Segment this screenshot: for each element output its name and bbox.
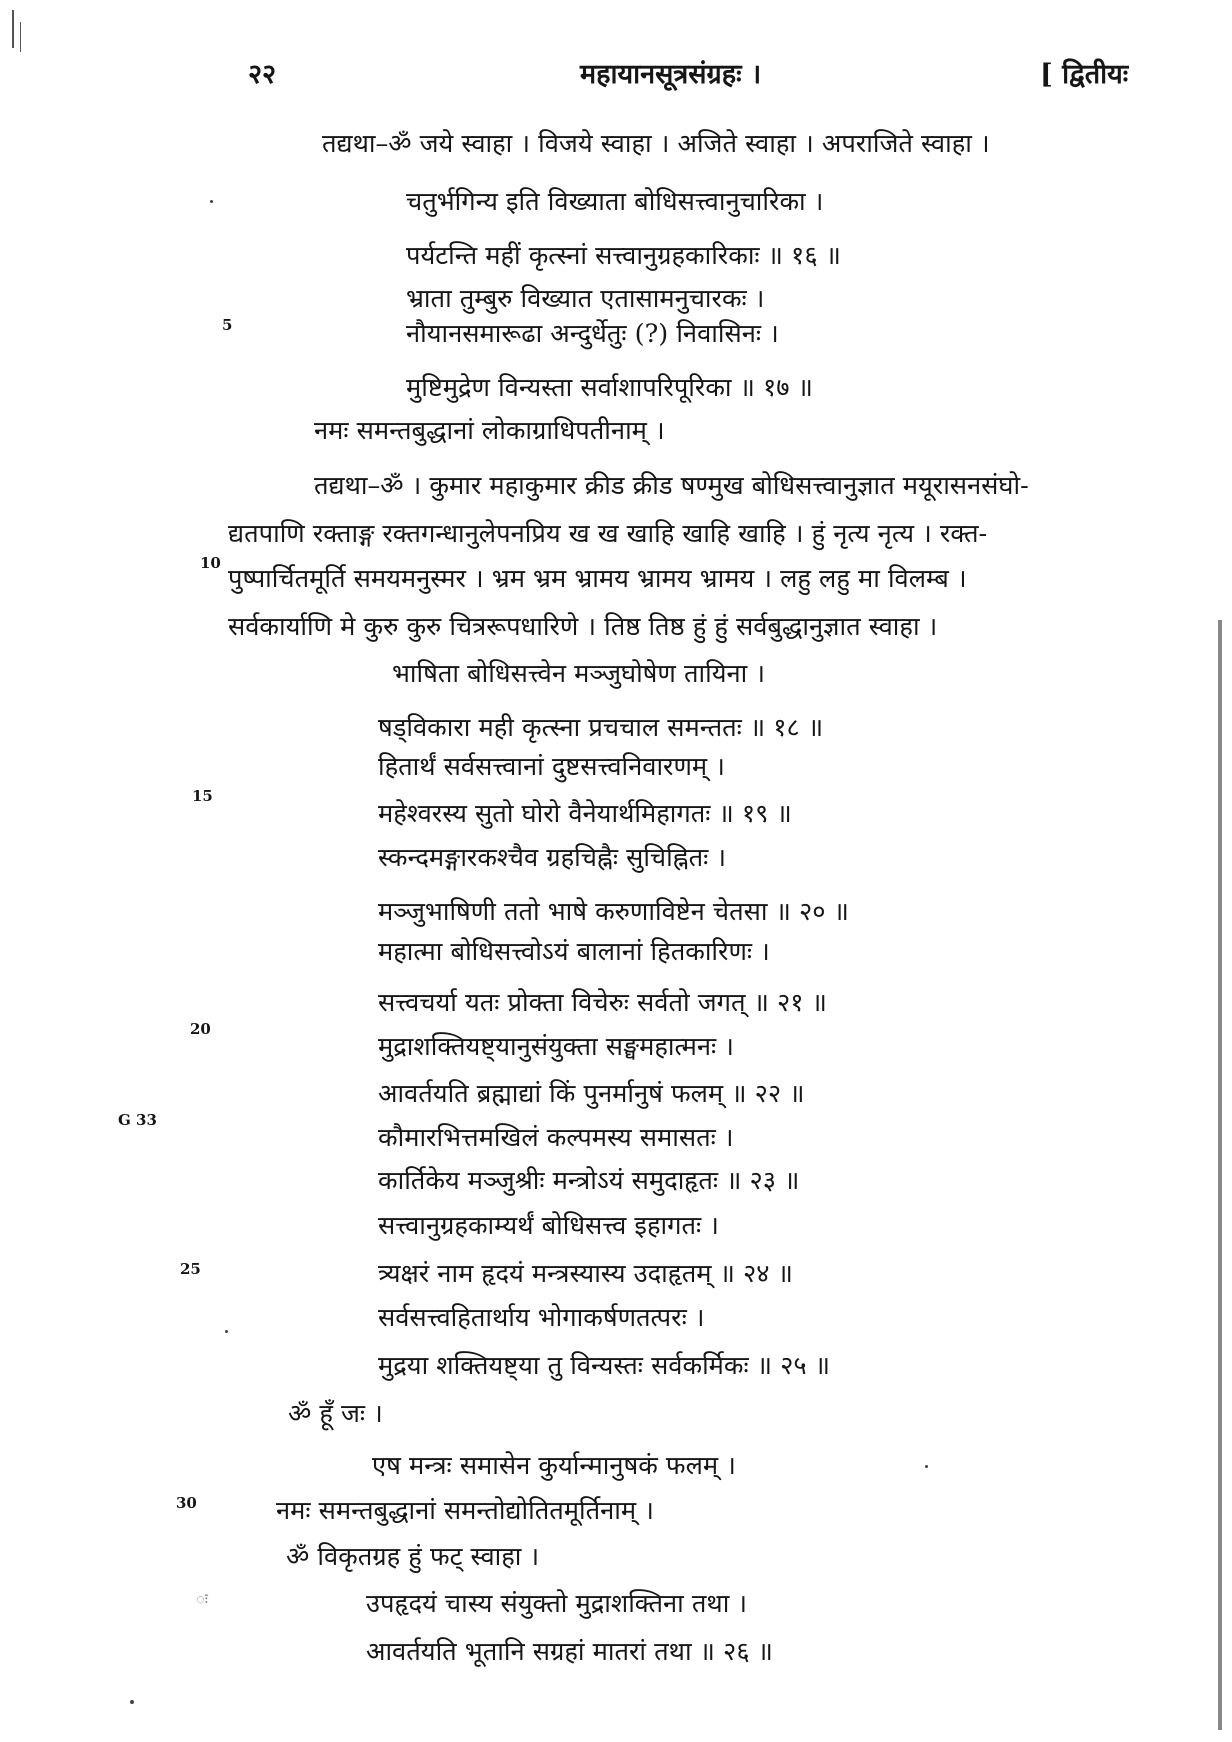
scan-speck: [210, 200, 213, 203]
verse-line: महात्मा बोधिसत्त्वोऽयं बालानां हितकारिणः ।: [378, 937, 770, 967]
line-number-25: 25: [180, 1260, 201, 1278]
line-number-10: 10: [200, 554, 221, 572]
verse-line: भ्राता तुम्बुरु विख्यात एतासामनुचारकः ।: [406, 284, 765, 314]
section-label: [ द्वितीयः: [1040, 59, 1129, 90]
verse-line: कार्तिकेय मञ्जुश्रीः मन्त्रोऽयं समुदाहृतः ॥ २३ ॥: [378, 1166, 800, 1196]
verse-line: सत्त्वचर्या यतः प्रोक्ता विचेरुः सर्वतो जगत् ॥ २१ ॥: [378, 988, 827, 1018]
scan-edge-mark: [20, 22, 21, 52]
text-line: तद्यथा–ॐ । कुमार महाकुमार क्रीड क्रीड षण्मुख बोधिसत्त्वानुज्ञात मयूरासनसंघो-: [314, 471, 1029, 501]
verse-line: मञ्जुभाषिणी ततो भाषे करुणाविष्टेन चेतसा ॥ २० ॥: [378, 897, 849, 927]
verse-line: एष मन्त्रः समासेन कुर्यान्मानुषकं फलम् ।: [372, 1451, 736, 1481]
verse-line: मुद्राशक्तियष्ट्यानुसंयुक्ता सङ्घमहात्मनः ।: [378, 1032, 734, 1062]
scan-right-edge: [1218, 620, 1222, 1730]
verse-line: भाषिता बोधिसत्त्वेन मञ्जुघोषेण तायिना ।: [392, 659, 766, 689]
verse-line: मुद्रया शक्तियष्ट्या तु विन्यस्तः सर्वकर्मिकः ॥ २५ ॥: [378, 1351, 831, 1381]
text-line: द्यतपाणि रक्ताङ्ग रक्तगन्धानुलेपनप्रिय ख ख खाहि खाहि खाहि । हुं नृत्य नृत्य । रक्त-: [228, 519, 988, 549]
verse-line: मुष्टिमुद्रेण विन्यस्ता सर्वाशापरिपूरिका ॥ १७ ॥: [406, 373, 813, 403]
text-line: पुष्पार्चितमूर्ति समयमनुस्मर । भ्रम भ्रम भ्रामय भ्रामय भ्रामय । लहु लहु मा विलम्ब ।: [228, 564, 967, 594]
page-number: २२: [248, 59, 277, 90]
running-title: महायानसूत्रसंग्रहः ।: [580, 59, 762, 90]
verse-line: नौयानसमारूढा अन्दुर्धेतुः (?) निवासिनः ।: [406, 319, 779, 349]
scan-speck: [130, 1700, 134, 1704]
verse-line: आवर्तयति भूतानि सग्रहां मातरां तथा ॥ २६ ॥: [366, 1637, 773, 1667]
verse-line: सत्त्वानुग्रहकाम्यर्थं बोधिसत्त्व इहागतः ।: [378, 1211, 719, 1241]
verse-line: पर्यटन्ति महीं कृत्स्नां सत्त्वानुग्रहकारिकाः ॥ १६ ॥: [406, 241, 841, 271]
verse-line: कौमारभित्तमखिलं कल्पमस्य समासतः ।: [378, 1123, 734, 1153]
verse-line: षड्विकारा मही कृत्स्ना प्रचचाल समन्ततः ॥ १८ ॥: [378, 713, 824, 743]
mantra-line: ॐ हूँ जः ।: [288, 1399, 383, 1429]
text-line: नमः समन्तबुद्धानां लोकाग्राधिपतीनाम् ।: [314, 416, 665, 446]
text-line: सर्वकार्याणि मे कुरु कुरु चित्ररूपधारिणे । तिष्ठ तिष्ठ हुं हुं सर्वबुद्धानुज्ञात स्वाहा ।: [228, 612, 938, 642]
verse-line: चतुर्भगिन्य इति विख्याता बोधिसत्त्वानुचारिका ।: [406, 187, 824, 217]
verse-line: महेश्वरस्य सुतो घोरो वैनेयार्थमिहागतः ॥ १९ ॥: [378, 799, 792, 829]
margin-mark: ः: [196, 1590, 208, 1608]
verse-line: त्र्यक्षरं नाम हृदयं मन्त्रस्यास्य उदाहृतम् ॥ २४ ॥: [378, 1259, 793, 1289]
verse-line: उपहृदयं चास्य संयुक्तो मुद्राशक्तिना तथा ।: [366, 1589, 748, 1619]
source-page-ref: G 33: [118, 1111, 157, 1129]
line-number-15: 15: [192, 787, 213, 805]
text-line: तद्यथा–ॐ जये स्वाहा । विजये स्वाहा । अजिते स्वाहा । अपराजिते स्वाहा ।: [322, 129, 990, 159]
scan-edge-mark: [12, 10, 14, 48]
mantra-line: ॐ विकृतग्रह हुं फट् स्वाहा ।: [286, 1542, 540, 1572]
line-number-20: 20: [190, 1020, 211, 1038]
line-number-30: 30: [176, 1494, 197, 1512]
verse-line: हितार्थं सर्वसत्त्वानां दुष्टसत्त्वनिवारणम् ।: [378, 752, 725, 782]
line-number-5: 5: [222, 316, 233, 334]
text-line: नमः समन्तबुद्धानां समन्तोद्योतितमूर्तिनाम् ।: [276, 1496, 654, 1526]
scan-speck: [925, 1465, 928, 1468]
verse-line: सर्वसत्त्वहितार्थाय भोगाकर्षणतत्परः ।: [378, 1303, 705, 1333]
verse-line: स्कन्दमङ्गारकश्चैव ग्रहचिह्नैः सुचिह्नितः ।: [378, 843, 727, 873]
scan-speck: [225, 1330, 228, 1333]
verse-line: आवर्तयति ब्रह्माद्यां किं पुनर्मानुषं फलम् ॥ २२ ॥: [378, 1079, 805, 1109]
